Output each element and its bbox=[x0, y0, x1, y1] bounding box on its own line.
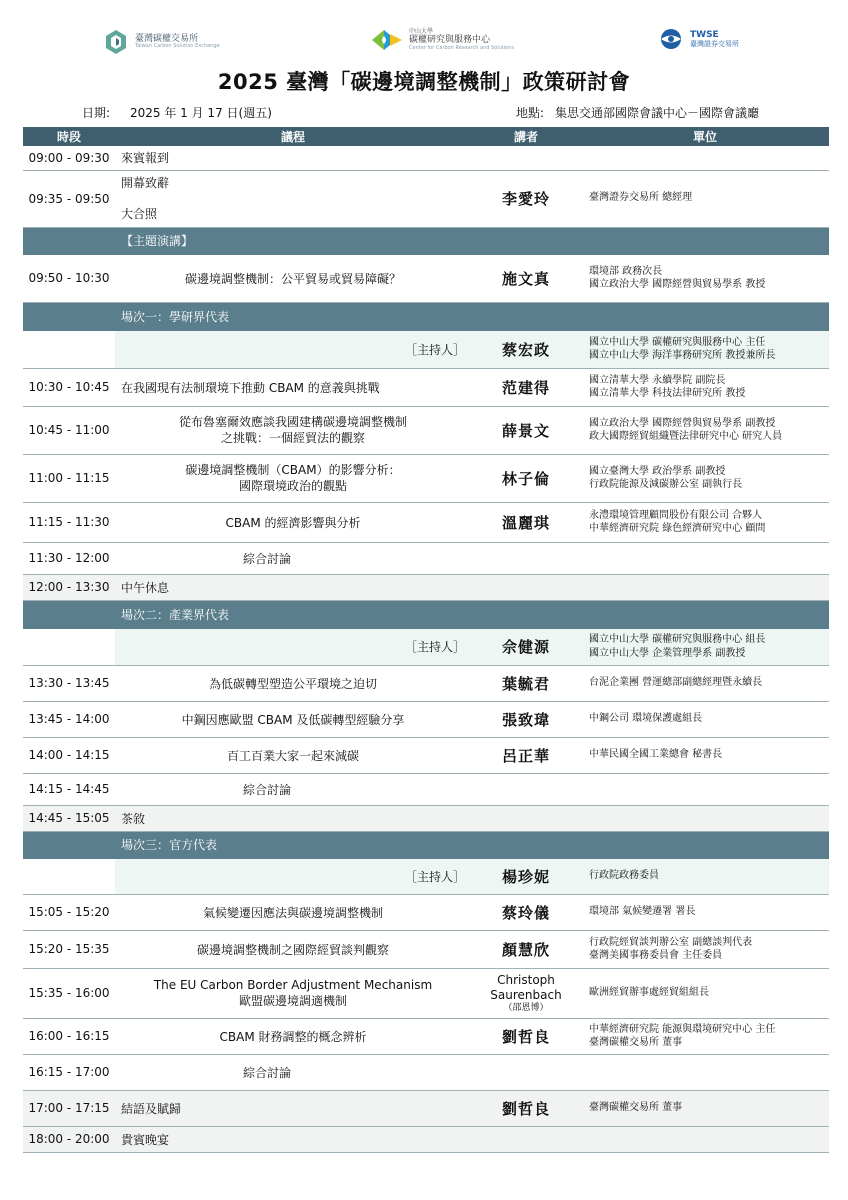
row-time: 10:45 - 11:00 bbox=[23, 406, 115, 454]
row-time: 09:50 - 10:30 bbox=[23, 254, 115, 302]
row-time: 16:15 - 17:00 bbox=[23, 1054, 115, 1090]
ccrs-logo bbox=[370, 28, 514, 52]
host-row bbox=[23, 330, 829, 368]
row-topic-line2: 歐盟碳邊境調適機制 bbox=[238, 994, 347, 1008]
row-topic: 綜合討論 bbox=[115, 1054, 471, 1090]
row-topic: 百工百業大家一起來減碳 bbox=[115, 737, 471, 773]
date-label: 日期: bbox=[82, 106, 111, 120]
row-unit-line1: 國立政治大學 國際經營與貿易學系 副教授 bbox=[589, 417, 776, 429]
table-row bbox=[23, 254, 829, 302]
agenda-table bbox=[23, 127, 829, 1153]
row-topic: CBAM 財務調整的概念辨析 bbox=[115, 1018, 471, 1054]
row-time: 09:35 - 09:50 bbox=[23, 170, 115, 227]
row-speaker: 蔡宏政 bbox=[471, 330, 581, 368]
agenda-header-row bbox=[23, 127, 829, 146]
row-speaker: 顏慧欣 bbox=[471, 930, 581, 968]
table-row bbox=[23, 930, 829, 968]
row-topic-line2: 之挑戰：一個經貿法的觀察 bbox=[220, 431, 365, 445]
row-topic: 在我國現有法制環境下推動 CBAM 的意義與挑戰 bbox=[115, 368, 471, 406]
row-time: 10:30 - 10:45 bbox=[23, 368, 115, 406]
table-row bbox=[23, 454, 829, 502]
header-speaker: 講者 bbox=[471, 127, 581, 146]
table-row bbox=[23, 665, 829, 701]
table-row bbox=[23, 146, 829, 170]
header-topic: 議程 bbox=[115, 127, 471, 146]
row-speaker: 薛景文 bbox=[471, 406, 581, 454]
row-time: 13:30 - 13:45 bbox=[23, 665, 115, 701]
row-time: 12:00 - 13:30 bbox=[23, 574, 115, 600]
twse-logo bbox=[657, 28, 739, 50]
row-speaker: 蔡玲儀 bbox=[471, 894, 581, 930]
row-unit-line2: 國立清華大學 科技法律研究所 教授 bbox=[589, 388, 746, 399]
row-topic: 中鋼因應歐盟 CBAM 及低碳轉型經驗分享 bbox=[115, 701, 471, 737]
row-unit-line1: 國立中山大學 碳權研究與服務中心 組長 bbox=[589, 634, 766, 645]
section-band-label: 場次一：學研界代表 bbox=[115, 302, 829, 330]
row-unit-line2: 國立中山大學 海洋事務研究所 教授兼所長 bbox=[589, 350, 776, 361]
table-row bbox=[23, 542, 829, 574]
row-unit: 台泥企業團 營運總部副總經理暨永續長 bbox=[581, 665, 829, 701]
page-title: 2025 臺灣「碳邊境調整機制」政策研討會 bbox=[217, 70, 631, 94]
row-speaker: 佘健源 bbox=[471, 628, 581, 665]
row-unit-line1: 國立清華大學 永續學院 副院長 bbox=[589, 374, 726, 386]
row-speaker: 李愛玲 bbox=[471, 170, 581, 227]
ccrs-logo-name: 碳權研究與服務中心 bbox=[409, 35, 491, 46]
row-topic-line1: The EU Carbon Border Adjustment Mechanism bbox=[153, 977, 433, 992]
row-speaker: 呂正華 bbox=[471, 737, 581, 773]
row-unit: 環境部 氣候變遷署 署長 bbox=[581, 894, 829, 930]
date-value: 2025 年 1 月 17 日(週五) bbox=[130, 106, 272, 120]
row-topic: 氣候變遷因應法與碳邊境調整機制 bbox=[115, 894, 471, 930]
row-topic: 貴賓晚宴 bbox=[115, 1126, 471, 1152]
row-speaker: 張致瑋 bbox=[471, 701, 581, 737]
row-speaker: 范建得 bbox=[471, 368, 581, 406]
ccrs-logo-sub: Center for Carbon Research and Solutions bbox=[409, 44, 514, 51]
row-time: 16:00 - 16:15 bbox=[23, 1018, 115, 1054]
table-row bbox=[23, 968, 829, 1018]
row-speaker: 葉毓君 bbox=[471, 665, 581, 701]
row-unit-line2: 國立政治大學 國際經營與貿易學系 教授 bbox=[589, 279, 766, 290]
row-topic: 碳邊境調整機制之國際經貿談判觀察 bbox=[115, 930, 471, 968]
row-unit: 中華民國全國工業總會 秘書長 bbox=[581, 737, 829, 773]
ccrs-logo-top: 中山大學 bbox=[409, 27, 434, 35]
table-row bbox=[23, 894, 829, 930]
row-topic: 碳邊境調整機制：公平貿易或貿易障礙？ bbox=[115, 254, 471, 302]
table-row bbox=[23, 737, 829, 773]
tcx-logo bbox=[102, 28, 220, 56]
section-band bbox=[23, 600, 829, 628]
row-time: 14:00 - 14:15 bbox=[23, 737, 115, 773]
tcx-logo-icon bbox=[102, 28, 130, 56]
table-row bbox=[23, 1126, 829, 1152]
row-speaker-line1: Christoph bbox=[497, 972, 555, 987]
row-speaker: 劉哲良 bbox=[471, 1090, 581, 1126]
row-time: 15:20 - 15:35 bbox=[23, 930, 115, 968]
section-band bbox=[23, 831, 829, 858]
place-value: 集思交通部國際會議中心－國際會議廳 bbox=[555, 106, 760, 120]
row-time: 11:30 - 12:00 bbox=[23, 542, 115, 574]
table-row bbox=[23, 574, 829, 600]
row-topic: 中午休息 bbox=[115, 574, 471, 600]
row-unit-line1: 中華經濟研究院 能源與環境研究中心 主任 bbox=[589, 1023, 776, 1035]
row-speaker: 劉哲良 bbox=[471, 1018, 581, 1054]
table-row bbox=[23, 701, 829, 737]
header-time: 時段 bbox=[23, 127, 115, 146]
section-band bbox=[23, 302, 829, 330]
row-unit-line2: 中華經濟研究院 綠色經濟研究中心 顧問 bbox=[589, 523, 766, 534]
logo-bar bbox=[0, 28, 848, 62]
host-label: ［主持人］ bbox=[115, 628, 471, 665]
row-time: 13:45 - 14:00 bbox=[23, 701, 115, 737]
table-row bbox=[23, 170, 829, 227]
row-speaker: 林子倫 bbox=[471, 454, 581, 502]
row-time: 18:00 - 20:00 bbox=[23, 1126, 115, 1152]
table-row bbox=[23, 1054, 829, 1090]
row-speaker: 楊珍妮 bbox=[471, 858, 581, 894]
host-label: ［主持人］ bbox=[115, 858, 471, 894]
twse-logo-icon bbox=[657, 28, 685, 50]
section-band-label: 場次三：官方代表 bbox=[115, 831, 829, 858]
row-topic-line1: 開幕致辭 bbox=[121, 176, 170, 191]
section-band bbox=[23, 227, 829, 254]
row-unit: 臺灣碳權交易所 董事 bbox=[581, 1090, 829, 1126]
table-row bbox=[23, 1090, 829, 1126]
host-row bbox=[23, 628, 829, 665]
table-row bbox=[23, 1018, 829, 1054]
row-topic-line1: 碳邊境調整機制（CBAM）的影響分析： bbox=[185, 462, 401, 477]
row-time: 09:00 - 09:30 bbox=[23, 146, 115, 170]
row-unit: 行政院政務委員 bbox=[581, 858, 829, 894]
place-label: 地點: bbox=[516, 106, 545, 120]
row-speaker-line3: （邵恩博） bbox=[503, 1002, 549, 1013]
section-band-label: 【主題演講】 bbox=[115, 227, 829, 254]
row-time: 15:05 - 15:20 bbox=[23, 894, 115, 930]
table-row bbox=[23, 406, 829, 454]
row-speaker: 溫麗琪 bbox=[471, 502, 581, 542]
table-row bbox=[23, 773, 829, 805]
row-time: 11:00 - 11:15 bbox=[23, 454, 115, 502]
tcx-logo-sub: Taiwan Carbon Solution Exchange bbox=[135, 43, 220, 50]
row-time: 14:15 - 14:45 bbox=[23, 773, 115, 805]
row-time: 15:35 - 16:00 bbox=[23, 968, 115, 1018]
row-topic-line2: 國際環境政治的觀點 bbox=[238, 479, 347, 493]
ccrs-logo-icon bbox=[370, 28, 404, 52]
host-row bbox=[23, 858, 829, 894]
row-unit: 臺灣證券交易所 總經理 bbox=[581, 170, 829, 227]
header-unit: 單位 bbox=[581, 127, 829, 146]
row-speaker: 施文真 bbox=[471, 254, 581, 302]
row-unit: 中鋼公司 環境保護處組長 bbox=[581, 701, 829, 737]
row-time: 11:15 - 11:30 bbox=[23, 502, 115, 542]
row-speaker-line2: Saurenbach bbox=[490, 987, 562, 1002]
row-unit-line2: 政大國際經貿組織暨法律研究中心 研究人員 bbox=[589, 431, 783, 442]
row-topic: 綜合討論 bbox=[115, 773, 471, 805]
row-topic: 為低碳轉型塑造公平環境之迫切 bbox=[115, 665, 471, 701]
row-topic: CBAM 的經濟影響與分析 bbox=[115, 502, 471, 542]
row-topic-line2: 大合照 bbox=[121, 206, 158, 221]
table-row bbox=[23, 805, 829, 831]
host-label: ［主持人］ bbox=[115, 330, 471, 368]
row-unit: 歐洲經貿辦事處經貿組組長 bbox=[581, 968, 829, 1018]
row-topic: 結語及賦歸 bbox=[115, 1090, 471, 1126]
row-unit-line2: 臺灣美國事務委員會 主任委員 bbox=[589, 950, 723, 961]
row-unit-line1: 國立臺灣大學 政治學系 副教授 bbox=[589, 465, 726, 477]
table-row bbox=[23, 502, 829, 542]
section-band-label: 場次二：產業界代表 bbox=[115, 600, 829, 628]
row-time: 14:45 - 15:05 bbox=[23, 805, 115, 831]
row-topic: 綜合討論 bbox=[115, 542, 471, 574]
row-unit-line2: 國立中山大學 企業管理學系 副教授 bbox=[589, 647, 746, 659]
row-time: 17:00 - 17:15 bbox=[23, 1090, 115, 1126]
row-unit-line2: 行政院能源及減碳辦公室 副執行長 bbox=[589, 479, 743, 490]
row-topic: 茶敘 bbox=[115, 805, 471, 831]
row-unit-line1: 環境部 政務次長 bbox=[589, 265, 663, 277]
row-unit-line1: 國立中山大學 碳權研究與服務中心 主任 bbox=[589, 336, 766, 348]
tcx-logo-name: 臺灣碳權交易所 bbox=[135, 33, 199, 44]
row-unit-line1: 行政院經貿談判辦公室 副總談判代表 bbox=[589, 936, 753, 948]
row-topic: 來賓報到 bbox=[115, 146, 471, 170]
twse-logo-name: TWSE bbox=[690, 29, 719, 40]
table-row bbox=[23, 368, 829, 406]
row-unit-line2: 臺灣碳權交易所 董事 bbox=[589, 1037, 683, 1048]
row-topic-line1: 從布魯塞爾效應談我國建構碳邊境調整機制 bbox=[178, 414, 407, 429]
row-unit-line1: 永澧環境管理顧問股份有限公司 合夥人 bbox=[589, 509, 763, 521]
twse-logo-sub: 臺灣證券交易所 bbox=[690, 40, 739, 49]
